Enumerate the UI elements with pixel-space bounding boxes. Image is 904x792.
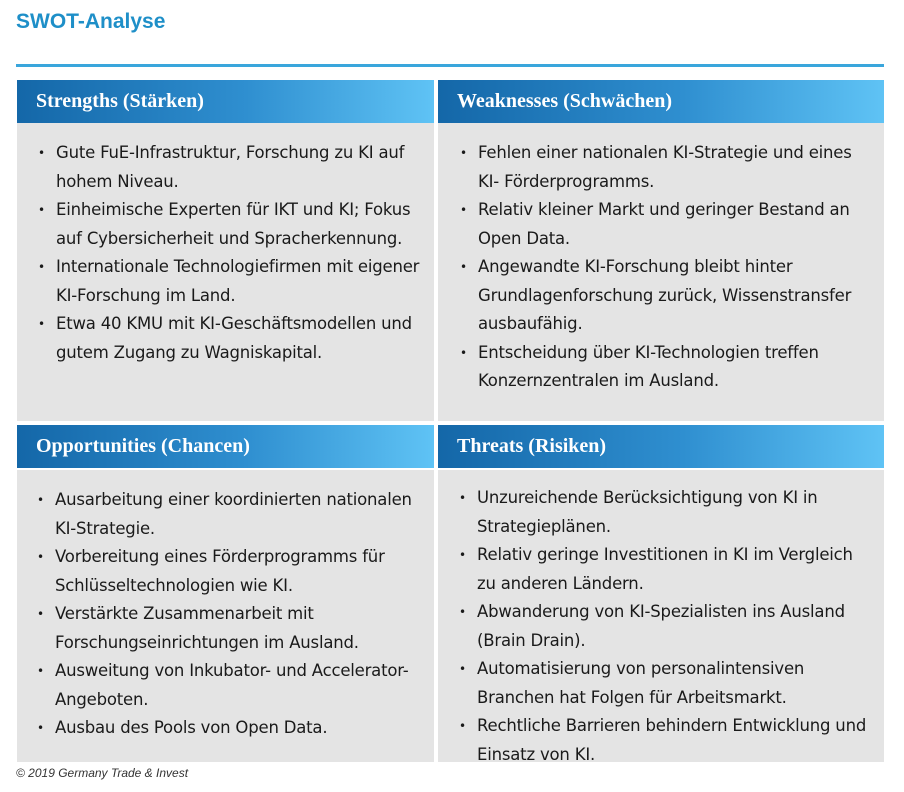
bullet-icon: •: [460, 260, 467, 274]
weaknesses-header: [438, 80, 884, 123]
bullet-icon: •: [459, 719, 466, 733]
weaknesses-heading: Weaknesses (Schwächen): [457, 90, 673, 112]
list-item: [36, 139, 424, 196]
list-item-text: Abwanderung von KI-Spezialisten ins Ausland (Brain Drain).: [477, 602, 845, 650]
threats-body: [438, 470, 884, 762]
bullet-icon: •: [38, 146, 45, 160]
bullet-icon: •: [38, 260, 45, 274]
list-item: [36, 196, 424, 253]
strengths-header: [17, 80, 434, 123]
list-item: [458, 196, 874, 253]
list-item: [35, 600, 424, 657]
opportunities-header: [17, 425, 434, 468]
list-item: [457, 484, 874, 541]
weaknesses-body: [438, 123, 884, 421]
list-item-text: Rechtliche Barrieren behindern Entwicklung und Einsatz von KI.: [477, 716, 867, 764]
opportunities-list: [35, 486, 424, 743]
list-item: [458, 253, 874, 339]
list-item: [457, 598, 874, 655]
list-item-text: Ausbau des Pools von Open Data.: [55, 718, 328, 737]
list-item-text: Ausarbeitung einer koordinierten nationalen KI-Strategie.: [55, 490, 412, 538]
list-item-text: Relativ kleiner Markt und geringer Bestand an Open Data.: [478, 200, 850, 248]
list-item: [35, 657, 424, 714]
threats-quadrant: [438, 425, 884, 762]
copyright-footer: © 2019 Germany Trade & Invest: [16, 766, 189, 780]
list-item-text: Verstärkte Zusammenarbeit mit Forschungseinrichtungen im Ausland.: [55, 604, 359, 652]
list-item-text: Internationale Technologiefirmen mit eigener KI-Forschung im Land.: [56, 257, 420, 305]
list-item: [35, 714, 424, 743]
bullet-icon: •: [37, 550, 44, 564]
list-item: [35, 543, 424, 600]
list-item-text: Unzureichende Berücksichtigung von KI in Strategieplänen.: [477, 488, 818, 536]
list-item-text: Einheimische Experten für IKT und KI; Fokus auf Cybersicherheit und Spracherkennung.: [56, 200, 411, 248]
strengths-list: [36, 139, 424, 367]
threats-header: [438, 425, 884, 468]
threats-list: [457, 484, 874, 769]
bullet-icon: •: [38, 203, 45, 217]
opportunities-body: [17, 470, 434, 762]
list-item: [36, 310, 424, 367]
bullet-icon: •: [459, 548, 466, 562]
list-item-text: Entscheidung über KI-Technologien treffen Konzernzentralen im Ausland.: [478, 342, 819, 390]
list-item-text: Etwa 40 KMU mit KI-Geschäftsmodellen und gutem Zugang zu Wagniskapital.: [56, 314, 412, 362]
bullet-icon: •: [37, 607, 44, 621]
list-item: [36, 253, 424, 310]
opportunities-quadrant: [17, 425, 434, 762]
bullet-icon: •: [37, 493, 44, 507]
strengths-quadrant: [17, 80, 434, 421]
threats-heading: Threats (Risiken): [457, 435, 607, 457]
bullet-icon: •: [459, 662, 466, 676]
list-item-text: Vorbereitung eines Förderprogramms für Schlüsseltechnologien wie KI.: [55, 547, 385, 595]
strengths-heading: Strengths (Stärken): [36, 90, 204, 112]
list-item: [457, 541, 874, 598]
list-item: [458, 339, 874, 396]
page-title: SWOT-Analyse: [16, 10, 166, 33]
list-item: [457, 655, 874, 712]
title-divider: [16, 64, 884, 67]
list-item-text: Fehlen einer nationalen KI-Strategie und eines KI- Förderprogramms.: [478, 143, 852, 191]
list-item: [458, 139, 874, 196]
list-item-text: Relativ geringe Investitionen in KI im Vergleich zu anderen Ländern.: [477, 545, 853, 593]
bullet-icon: •: [459, 605, 466, 619]
weaknesses-list: [458, 139, 874, 396]
list-item-text: Angewandte KI-Forschung bleibt hinter Grundlagenforschung zurück, Wissenstransfer ausbaufähig.: [478, 257, 852, 333]
bullet-icon: •: [459, 491, 466, 505]
weaknesses-quadrant: [438, 80, 884, 421]
list-item: [35, 486, 424, 543]
strengths-body: [17, 123, 434, 421]
bullet-icon: •: [460, 345, 467, 360]
list-item-text: Automatisierung von personalintensiven Branchen hat Folgen für Arbeitsmarkt.: [477, 659, 805, 707]
bullet-icon: •: [460, 146, 467, 160]
list-item: [457, 712, 874, 769]
bullet-icon: •: [38, 317, 45, 331]
list-item-text: Ausweitung von Inkubator- und Accelerator-Angeboten.: [55, 661, 409, 709]
bullet-icon: •: [460, 203, 467, 217]
bullet-icon: •: [37, 664, 44, 678]
list-item-text: Gute FuE-Infrastruktur, Forschung zu KI auf hohem Niveau.: [56, 143, 405, 191]
bullet-icon: •: [37, 721, 44, 735]
opportunities-heading: Opportunities (Chancen): [36, 435, 250, 457]
